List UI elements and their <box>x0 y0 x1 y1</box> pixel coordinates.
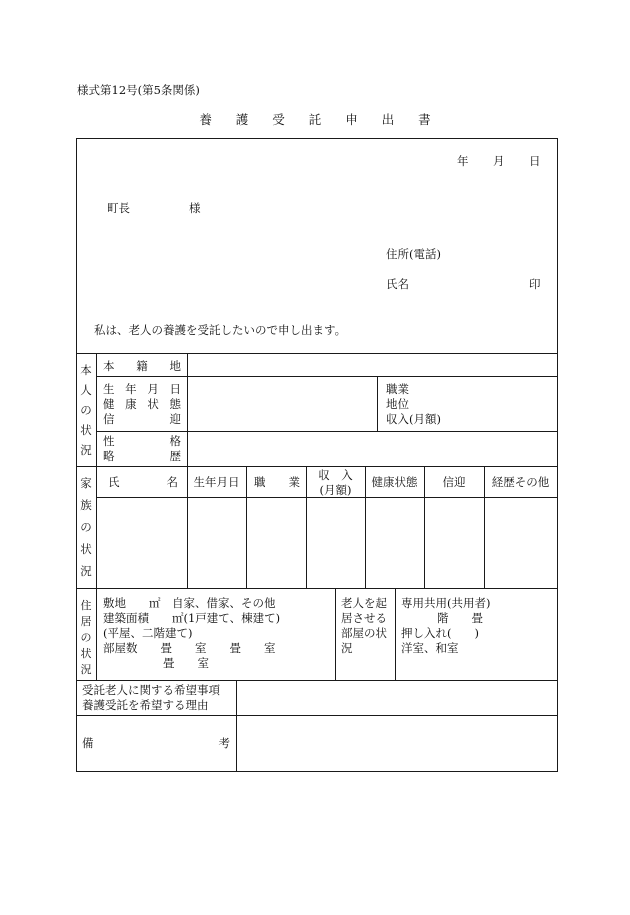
family-name-header: 氏 名 <box>108 475 178 489</box>
family-history-header: 経歴その他 <box>491 475 550 489</box>
date-year-label: 年 <box>457 154 469 168</box>
applicant-name-label: 氏名 <box>386 277 409 291</box>
family-health-header: 健康状態 <box>371 475 418 489</box>
family-income-header: 収 入 (月額) <box>318 468 353 497</box>
brief-history-label: 略 歴 <box>103 449 181 463</box>
housing-rooms-line-2: 畳 室 <box>163 656 209 670</box>
housing-status-side-label: 住 居 の 状 況 <box>80 599 92 676</box>
date-day-label: 日 <box>529 154 541 168</box>
family-status-side-label: 家 族 の 状 況 <box>80 476 92 578</box>
address-phone-label: 住所(電話) <box>386 247 441 261</box>
position-label: 地位 <box>386 397 409 411</box>
faith-label: 信 迎 <box>103 412 181 426</box>
date-month-label: 月 <box>493 154 505 168</box>
family-occupation-header: 職 業 <box>254 475 300 489</box>
elderly-room-label: 老人を起 居させる 部屋の状 況 <box>341 596 387 655</box>
honorific-label: 様 <box>189 201 201 215</box>
wishes-label: 受託老人に関する希望事項 養護受託を希望する理由 <box>82 683 220 712</box>
housing-rooms-line: 部屋数 畳 室 畳 室 <box>103 641 276 655</box>
declaration-text: 私は、老人の養護を受託したいので申し出ます。 <box>94 323 347 337</box>
housing-site-line: 敷地 ㎡ 自家、借家、その他 <box>103 596 276 610</box>
monthly-income-label: 収入(月額) <box>386 412 441 426</box>
room-floor-line: 階 畳 <box>437 611 483 625</box>
family-faith-header: 信迎 <box>442 475 466 489</box>
seal-mark: 印 <box>529 277 541 291</box>
town-mayor-label: 町長 <box>107 201 130 215</box>
self-status-side-label: 本 人 の 状 況 <box>80 363 92 457</box>
housing-floor-area-line: 建築面積 ㎡(1戸建て、棟建て) <box>103 611 281 625</box>
family-birth-header: 生年月日 <box>193 475 240 489</box>
room-shared-line: 専用共用(共用者) <box>401 596 491 610</box>
domicile-label: 本 籍 地 <box>103 359 181 373</box>
remarks-label: 備 考 <box>82 736 230 750</box>
occupation-label: 職業 <box>386 382 409 396</box>
health-status-label: 健 康 状 態 <box>103 397 181 411</box>
form-title: 養 護 受 託 申 出 書 <box>199 112 441 127</box>
room-style-line: 洋室、和室 <box>401 641 459 655</box>
personality-label: 性 格 <box>103 434 181 448</box>
form-number: 様式第12号(第5条関係) <box>77 83 200 97</box>
room-closet-line: 押し入れ( ) <box>401 626 479 640</box>
housing-floors-line: (平屋、二階建て) <box>103 626 193 640</box>
birth-date-label: 生 年 月 日 <box>103 382 181 396</box>
